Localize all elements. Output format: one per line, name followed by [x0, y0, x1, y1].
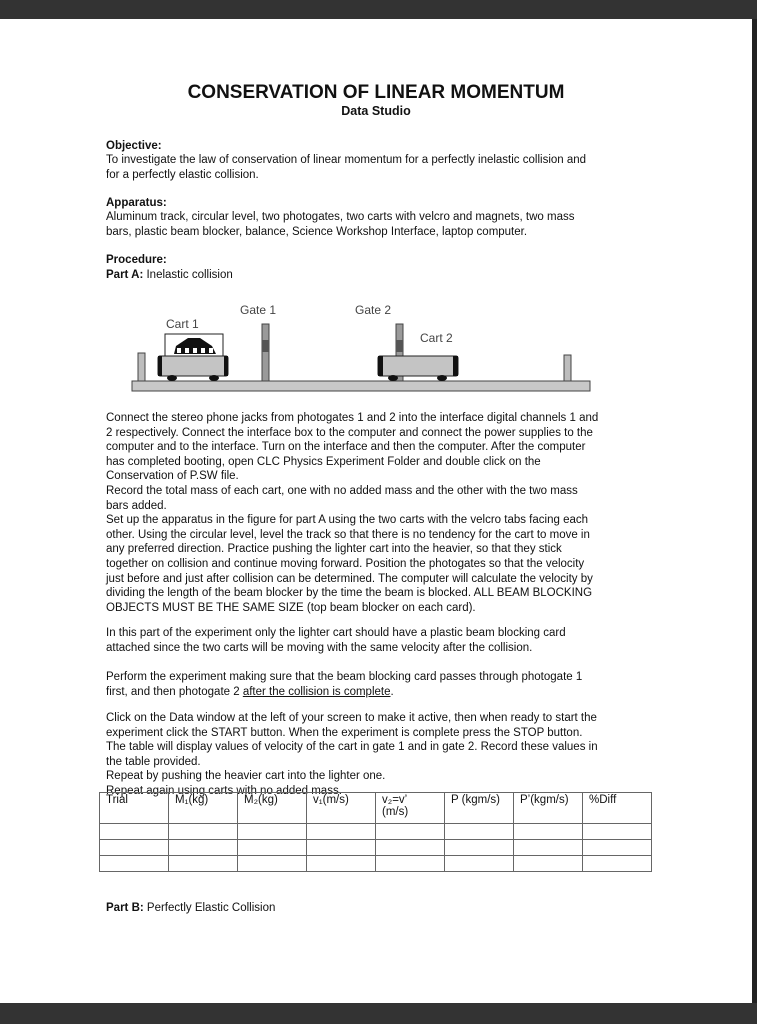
p4-line: the table provided. [106, 755, 201, 768]
p1-line: just before and just after collision can be determined. The computer will calculate the velocity by [106, 572, 593, 585]
table-row [100, 856, 652, 872]
p3-line-2 [106, 685, 666, 700]
apparatus-line-2: bars, plastic beam blocker, balance, Science Workshop Interface, laptop computer. [106, 226, 528, 238]
table-header-row [100, 793, 652, 824]
table-cell [307, 856, 376, 872]
p1-line: dividing the length of the beam blocker by the time the beam is blocked. ALL BEAM BLOCKING [106, 587, 593, 600]
header-v1: v₁(m/s) [307, 793, 376, 824]
header-v2-line-2: (m/s) [382, 806, 409, 818]
p3-underlined-phrase: after the collision is complete [242, 685, 391, 698]
header-v2 [376, 793, 445, 824]
apparatus-diagram [128, 280, 598, 396]
document-title: CONSERVATION OF LINEAR MOMENTUM [187, 82, 565, 103]
aluminum-track [132, 381, 590, 391]
gate-2-label: Gate 2 [355, 303, 392, 317]
photogate-1 [262, 324, 269, 381]
table-cell [445, 840, 514, 856]
p4-line: experiment click the START button. When the experiment is complete press the STOP button. [106, 726, 583, 739]
table-cell [583, 856, 652, 872]
table-cell [238, 824, 307, 840]
table-cell [307, 840, 376, 856]
p1-line: Record the total mass of each cart, one with no added mass and the other with the two mass [106, 484, 578, 497]
document-subtitle: Data Studio [341, 104, 411, 118]
p3-line-2-pre: first, and then photogate 2 [106, 685, 243, 698]
table-cell [169, 824, 238, 840]
p1-line: has completed booting, open CLC Physics Experiment Folder and double click on the [106, 455, 541, 468]
p1-line: bars added. [106, 499, 167, 512]
p1-line: 2 respectively. Connect the interface box to the computer and connect the power supplies to the [106, 426, 593, 439]
procedure-paragraph-4 [106, 711, 666, 799]
p4-line: The table will display values of velocity of the cart in gate 1 and in gate 2. Record these values in [106, 741, 598, 754]
procedure-paragraph-3 [106, 670, 666, 699]
table-cell [514, 824, 583, 840]
procedure-heading: Procedure: [106, 254, 167, 266]
header-diff: %Diff [583, 793, 652, 824]
p1-line: computer and to the interface. Turn on the interface and then the computer. After the computer [106, 441, 586, 454]
cart-2-label: Cart 2 [420, 331, 453, 345]
p1-line: Connect the stereo phone jacks from photogates 1 and 2 into the interface digital channels 1 and [106, 412, 599, 424]
header-v2-line-1: v₂=v’ [382, 794, 408, 806]
cart-2 [378, 356, 458, 381]
right-end-stop [564, 355, 571, 381]
table-cell [100, 840, 169, 856]
p1-line: Conservation of P.SW file. [106, 470, 239, 483]
table-cell [238, 840, 307, 856]
procedure-paragraph-2 [106, 626, 666, 655]
table-cell [445, 824, 514, 840]
apparatus-heading: Apparatus: [106, 197, 167, 209]
apparatus-line-1: Aluminum track, circular level, two photogates, two carts with velcro and magnets, two mass [106, 211, 575, 223]
cart-1 [158, 334, 228, 381]
table-cell [514, 856, 583, 872]
part-a-label: Part A: [106, 269, 144, 281]
table-cell [169, 840, 238, 856]
left-end-stop [138, 353, 145, 381]
gate-1-label: Gate 1 [240, 303, 277, 317]
page-edge-shadow [752, 19, 757, 1003]
table-cell [445, 856, 514, 872]
data-table [99, 792, 652, 872]
p1-line: other. Using the circular level, level the track so that there is no tendency for the cart to move in [106, 528, 590, 541]
table-cell [514, 840, 583, 856]
header-m2: M₂(kg) [238, 793, 307, 824]
table-cell [100, 856, 169, 872]
table-cell [169, 856, 238, 872]
p4-line: Repeat by pushing the heavier cart into the lighter one. [106, 770, 386, 783]
p1-line: Set up the apparatus in the figure for part A using the two carts with the velcro tabs facing each [106, 514, 589, 527]
header-p-prime: P’(kgm/s) [514, 793, 583, 824]
objective-line-1: To investigate the law of conservation of linear momentum for a perfectly inelastic collision and [106, 154, 587, 166]
part-a-text: Inelastic collision [143, 269, 233, 281]
p1-line: together on collision and continue moving forward. Position the photogates so that the velocity [106, 557, 585, 570]
table-cell [583, 840, 652, 856]
header-p: P (kgm/s) [445, 793, 514, 824]
p3-line-1: Perform the experiment making sure that the beam blocking card passes through photogate 1 [106, 671, 583, 683]
table-cell [238, 856, 307, 872]
cart-1-label: Cart 1 [166, 317, 199, 331]
part-b-text: Perfectly Elastic Collision [143, 902, 276, 914]
p1-line: OBJECTS MUST BE THE SAME SIZE (top beam blocker on each card). [106, 601, 476, 614]
table-cell [583, 824, 652, 840]
p4-line: Click on the Data window at the left of your screen to make it active, then when ready to start the [106, 712, 597, 724]
table-row [100, 840, 652, 856]
p4-line: Repeat again using carts with no added mass. [106, 784, 342, 797]
table-cell [376, 840, 445, 856]
procedure-paragraph-1 [106, 411, 666, 615]
table-row [100, 824, 652, 840]
viewer-bottom-bar [0, 1003, 757, 1024]
viewer-top-bar [0, 0, 757, 19]
p3-line-2-post: . [390, 685, 394, 698]
header-m1: M₁(kg) [169, 793, 238, 824]
p2-line: In this part of the experiment only the lighter cart should have a plastic beam blocking card [106, 627, 566, 639]
p2-line: attached since the two carts will be moving with the same velocity after the collision. [106, 641, 533, 654]
table-cell [100, 824, 169, 840]
objective-line-2: for a perfectly elastic collision. [106, 169, 259, 181]
table-cell [376, 824, 445, 840]
header-trial: Trial [100, 793, 169, 824]
part-b-heading [106, 901, 646, 916]
p1-line: any preferred direction. Practice pushing the lighter cart into the heavier, so that they stick [106, 543, 562, 556]
table-cell [307, 824, 376, 840]
objective-heading: Objective: [106, 140, 162, 152]
table-cell [376, 856, 445, 872]
part-b-label: Part B: [106, 902, 144, 914]
